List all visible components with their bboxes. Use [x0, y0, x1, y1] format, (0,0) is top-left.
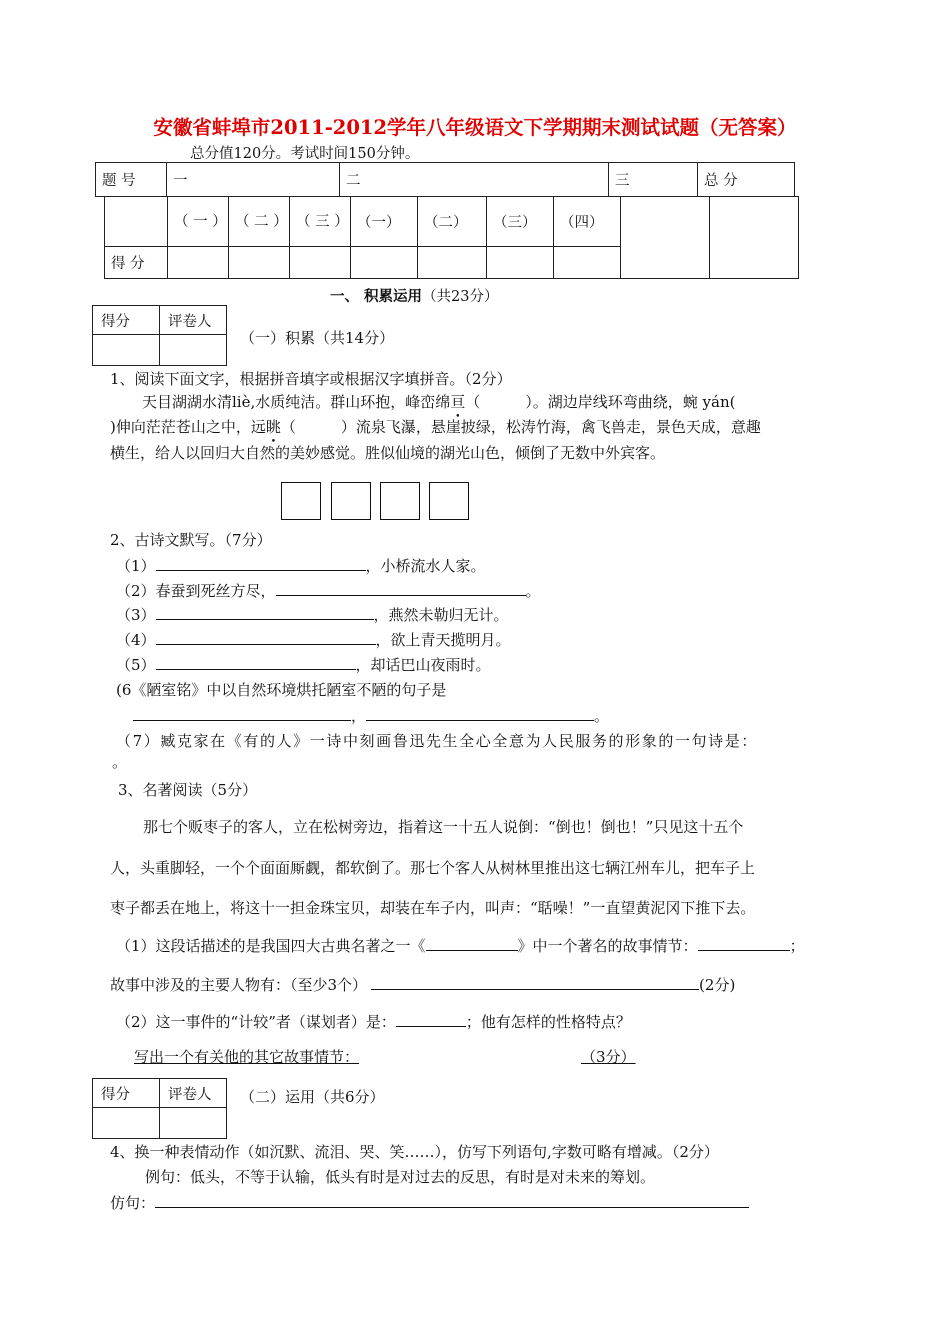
q1-line2 — [110, 416, 761, 437]
q1-line1-a: 天目湖湖水清liè,水质纯洁。群山环抱，峰峦绵 — [142, 393, 451, 411]
part1-title: （一）积累（共14分） — [240, 329, 395, 347]
score-table-sub — [104, 196, 799, 279]
grader-score-label: 得分 — [93, 306, 160, 335]
score-table-header-total: 总 分 — [698, 163, 795, 197]
score-entry-7[interactable] — [554, 247, 621, 279]
q2-item-5-post: ，却话巴山夜雨时。 — [355, 656, 491, 674]
q1-stem: 1、阅读下面文字，根据拼音填字或根据汉字填拼音。（2分） — [110, 370, 512, 388]
q4-stem: 4、换一种表情动作（如沉默、流泪、哭、笑……），仿写下列语句,字数可略有增减。（2分） — [110, 1143, 719, 1161]
answer-box-4[interactable] — [429, 482, 469, 520]
score-entry-5[interactable] — [418, 247, 487, 279]
score-table — [95, 162, 795, 197]
score-cell-empty — [105, 197, 168, 247]
q2-item-6: (6《陋室铭》中以自然环境烘托陋室不陋的句子是 — [116, 681, 447, 699]
section1-score: （共23分） — [422, 289, 499, 305]
q2-item-5-pre: （5） — [116, 656, 156, 674]
grader-name-label-2: 评卷人 — [160, 1079, 227, 1108]
score-entry-1[interactable] — [168, 247, 229, 279]
q2-stem: 2、古诗文默写。（7分） — [110, 531, 272, 549]
q1-line2-b: （ ）流泉飞瀑，悬崖披绿，松涛竹海，禽飞兽走，景色天成，意趣 — [280, 418, 761, 436]
q3-stem: 3、名著阅读（5分） — [118, 781, 258, 799]
score-sub-2-4: （四） — [554, 197, 621, 247]
q3-sub-3[interactable] — [134, 1046, 636, 1067]
q2-blank-6a[interactable] — [133, 706, 351, 721]
grader-score-cell-2[interactable] — [93, 1108, 160, 1139]
grader-score-cell[interactable] — [93, 335, 160, 366]
q3-sub-1-characters — [110, 974, 735, 995]
q3-sub-2 — [116, 1011, 631, 1032]
grader-box-1 — [92, 305, 227, 366]
score-total-cell[interactable] — [710, 197, 799, 279]
section1-title: 一、 积累运用 — [330, 288, 423, 305]
q3-sub-1 — [116, 935, 805, 956]
q2-item-6-answer — [133, 705, 609, 726]
section1-heading — [330, 285, 499, 306]
score-row-label: 得 分 — [105, 247, 168, 279]
q2-item-6-end: 。 — [594, 707, 610, 725]
score-table-header-part3: 三 — [609, 163, 698, 197]
page-title: 安徽省蚌埠市2011-2012学年八年级语文下学期期末测试试题（无答案） — [153, 116, 797, 139]
exam-meta: 总分值120分。考试时间150分钟。 — [190, 146, 420, 162]
q2-item-4-pre: （4） — [116, 631, 156, 649]
q4-answer-label: 仿句： — [110, 1194, 156, 1212]
q2-item-4 — [116, 629, 511, 650]
q3-plot-blank[interactable] — [698, 936, 790, 951]
part2-title: （二）运用（共6分） — [240, 1088, 385, 1106]
q2-item-3 — [116, 604, 509, 625]
q3-passage-1: 那七个贩枣子的客人，立在松树旁边，指着这一十五人说倒：“倒也！倒也！”只见这十五个 — [143, 818, 744, 836]
score-part3-cell[interactable] — [621, 197, 710, 279]
q2-item-3-post: ，燕然未勒归无计。 — [373, 606, 509, 624]
q2-item-5 — [116, 654, 491, 675]
score-sub-2-3: （三） — [487, 197, 554, 247]
answer-box-1[interactable] — [281, 482, 321, 520]
q2-item-1-post: ，小桥流水人家。 — [365, 557, 486, 575]
grader-score-label-2: 得分 — [93, 1079, 160, 1108]
q3-sub-2-a: （2）这一事件的“计较”者（谋划者）是： — [116, 1013, 396, 1031]
q3-sub-1-c: ； — [789, 937, 805, 955]
grader-name-label: 评卷人 — [160, 306, 227, 335]
score-table-header-part2: 二 — [340, 163, 609, 197]
q3-sub-1-b: 》中一个著名的故事情节： — [517, 937, 698, 955]
score-sub-2-2: （二） — [418, 197, 487, 247]
q1-dot-char-2: 眺 — [265, 418, 281, 436]
q2-item-1 — [116, 555, 486, 576]
score-sub-1-2: （ 二 ） — [229, 197, 290, 247]
score-table-header-number: 题 号 — [96, 163, 167, 197]
score-entry-2[interactable] — [229, 247, 290, 279]
score-entry-3[interactable] — [290, 247, 351, 279]
score-sub-1-3: （ 三 ） — [290, 197, 351, 247]
q3-characters-blank[interactable] — [371, 975, 699, 990]
grader-name-cell-2[interactable] — [160, 1108, 227, 1139]
q3-passage-2: 人，头重脚轻，一个个面面厮觑，都软倒了。那七个客人从树林里推出这七辆江州车儿，把车子上 — [110, 859, 756, 877]
q3-sub-2-b: ；他有怎样的性格特点？ — [465, 1013, 631, 1031]
q2-item-7-end: 。 — [112, 753, 128, 771]
q3-sub-1-a: （1）这段话描述的是我国四大古典名著之一《 — [116, 937, 426, 955]
q4-answer — [110, 1192, 749, 1213]
q2-blank-3[interactable] — [156, 605, 374, 620]
q1-line1 — [142, 391, 735, 412]
q2-blank-5[interactable] — [156, 655, 356, 670]
q1-line1-b: （ ）。湖边岸线环弯曲绕，蜿 yán( — [465, 393, 736, 411]
q3-book-blank[interactable] — [426, 936, 518, 951]
grader-box-2 — [92, 1078, 227, 1139]
answer-box-3[interactable] — [380, 482, 420, 520]
q3-passage-3: 枣子都丢在地上，将这十一担金珠宝贝，却装在车子内，叫声：“聒噪！”一直望黄泥冈下推下去。 — [110, 899, 756, 917]
score-sub-1-1: （ 一 ） — [168, 197, 229, 247]
score-entry-4[interactable] — [351, 247, 418, 279]
q1-dot-char-1: 亘 — [450, 393, 466, 411]
q2-item-1-pre: （1） — [116, 557, 156, 575]
q1-line3: 横生，给人以回归大自然的美妙感觉。胜似仙境的湖光山色，倾倒了无数中外宾客。 — [110, 444, 666, 462]
q4-example: 例句：低头，不等于认输，低头有时是对过去的反思，有时是对未来的筹划。 — [145, 1168, 656, 1186]
q2-item-2 — [116, 580, 541, 601]
q2-blank-6b[interactable] — [366, 706, 594, 721]
answer-box-2[interactable] — [331, 482, 371, 520]
q2-blank-4[interactable] — [156, 630, 376, 645]
score-table-header-part1: 一 — [167, 163, 340, 197]
q2-item-2-post: 。 — [525, 582, 541, 600]
q3-sub-3-score: （3分） — [581, 1048, 636, 1066]
q2-blank-2[interactable] — [276, 581, 526, 596]
q2-item-3-pre: （3） — [116, 606, 156, 624]
q3-planner-blank[interactable] — [396, 1012, 466, 1027]
q2-item-4-post: ，欲上青天揽明月。 — [375, 631, 511, 649]
grader-name-cell[interactable] — [160, 335, 227, 366]
q1-line2-a: )伸向茫茫苍山之中，远 — [110, 418, 266, 436]
q2-item-2-pre: （2）春蚕到死丝方尽， — [116, 582, 276, 600]
score-entry-6[interactable] — [487, 247, 554, 279]
q4-answer-blank[interactable] — [155, 1193, 749, 1208]
q3-sub-1-e: (2分) — [699, 976, 736, 994]
q2-blank-1[interactable] — [156, 556, 366, 571]
q3-sub-3-text: 写出一个有关他的其它故事情节： — [134, 1048, 360, 1066]
q3-sub-1-d: 故事中涉及的主要人物有：（至少3个） — [110, 976, 368, 994]
q2-item-7: （7）臧克家在《有的人》一诗中刻画鲁迅先生全心全意为人民服务的形象的一句诗是： — [116, 732, 758, 750]
q2-item-6-sep: ， — [351, 707, 367, 725]
score-sub-2-1: （一） — [351, 197, 418, 247]
